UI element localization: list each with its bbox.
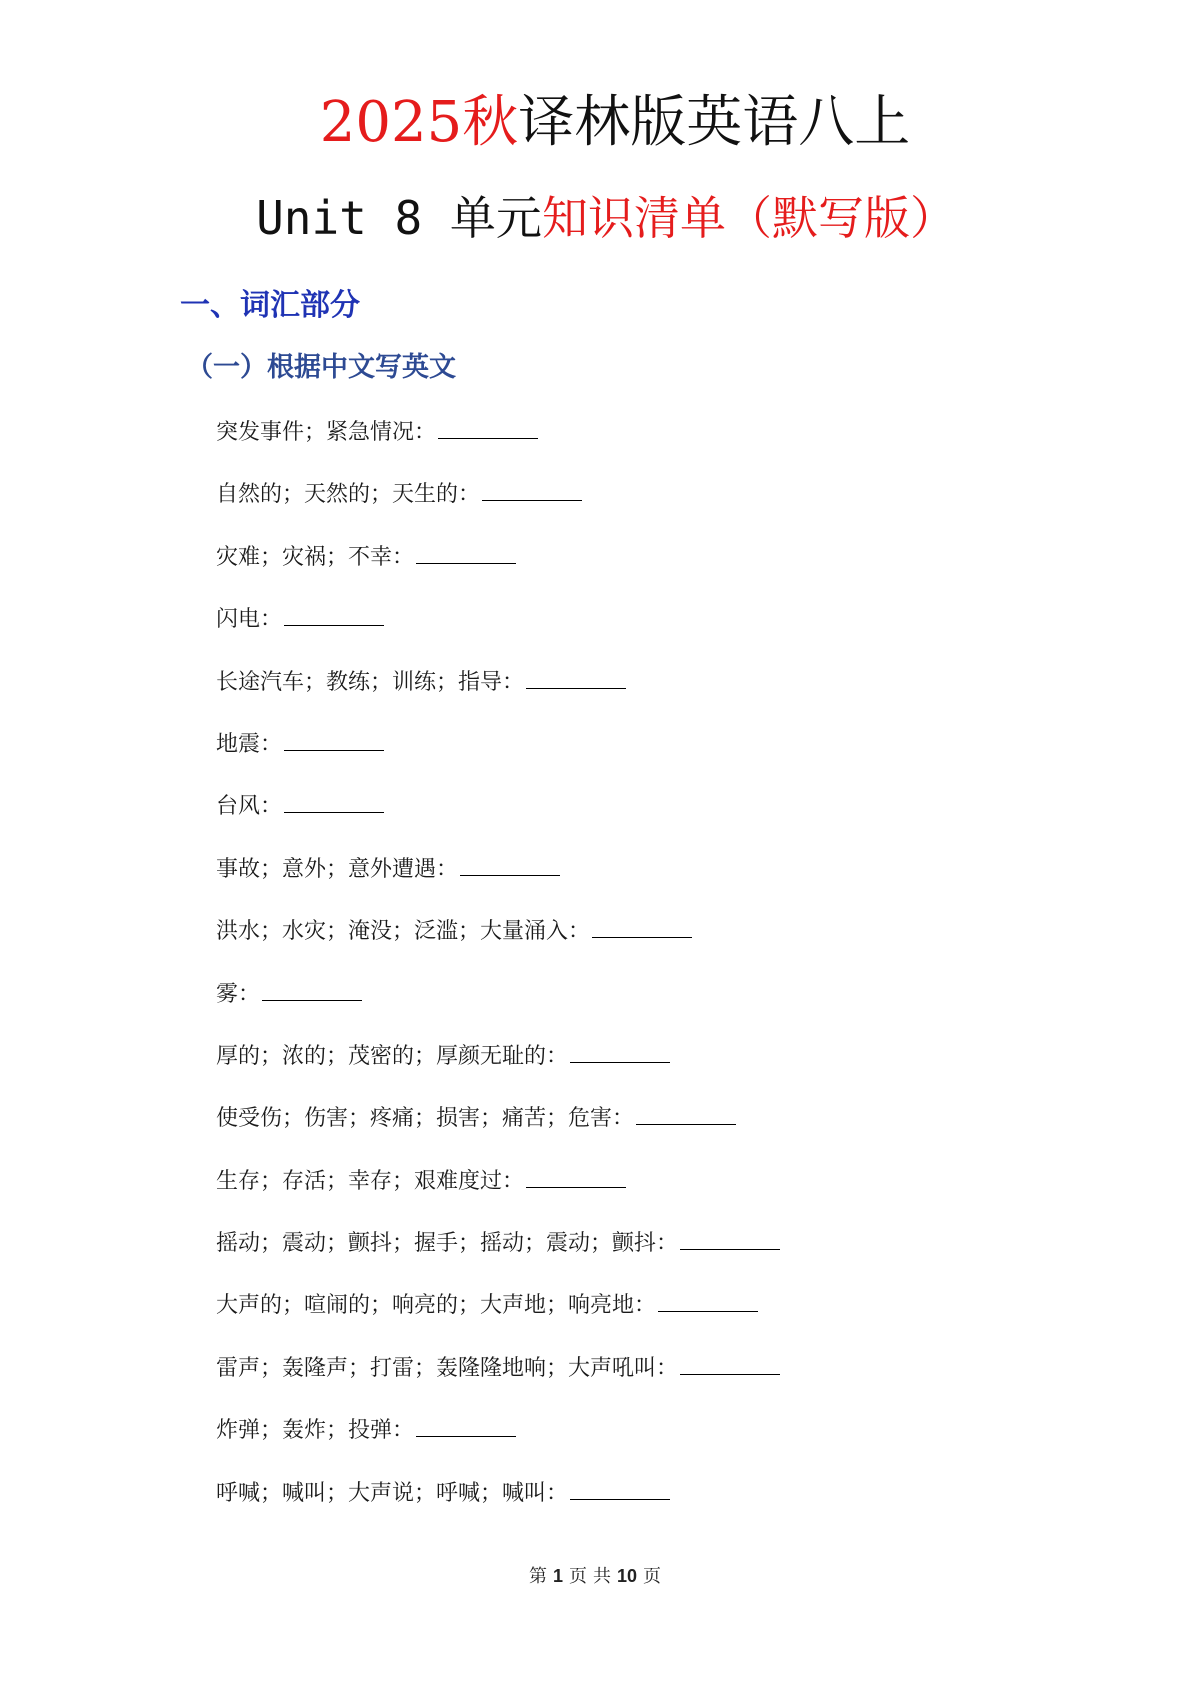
footer-page-word: 页 (568, 1566, 587, 1587)
vocab-prompt: 长途汽车；教练；训练；指导： (216, 669, 525, 695)
list-item (216, 788, 780, 850)
vocab-prompt: 呼喊；喊叫；大声说；呼喊；喊叫： (216, 1480, 569, 1506)
answer-blank (636, 1100, 736, 1125)
document-subtitle (0, 188, 1190, 248)
document-title (0, 88, 1190, 158)
vocab-prompt: 灾难；灾祸；不幸： (216, 544, 415, 570)
answer-blank (680, 1350, 780, 1375)
list-item (216, 1350, 780, 1412)
answer-blank (460, 851, 560, 876)
vocab-prompt: 闪电： (216, 607, 283, 633)
answer-blank (438, 414, 538, 439)
answer-blank (284, 601, 384, 626)
answer-blank (284, 726, 384, 751)
vocab-prompt: 事故；意外；意外遭遇： (216, 856, 459, 882)
answer-blank (680, 1225, 780, 1250)
vocab-prompt: 洪水；水灾；淹没；泛滥；大量涌入： (216, 919, 591, 945)
answer-blank (482, 476, 582, 501)
vocab-prompt: 厚的；浓的；茂密的；厚颜无耻的： (216, 1043, 569, 1069)
footer-total-word: 共 (592, 1566, 611, 1587)
subtitle-unit: Unit 8 单元 (256, 191, 542, 245)
footer-total-pages: 10 (616, 1566, 638, 1586)
section-heading: 一、词汇部分 (180, 288, 360, 323)
answer-blank (658, 1287, 758, 1312)
vocab-list (216, 414, 780, 1537)
vocab-prompt: 摇动；震动；颤抖；握手；摇动；震动；颤抖： (216, 1231, 679, 1257)
footer-page-number: 1 (552, 1566, 563, 1586)
answer-blank (284, 788, 384, 813)
answer-blank (262, 976, 362, 1001)
footer-suffix: 页 (643, 1566, 662, 1587)
subtitle-topic: 知识清单（默写版） (541, 191, 956, 245)
list-item (216, 851, 780, 913)
list-item (216, 976, 780, 1038)
list-item (216, 1287, 780, 1349)
vocab-prompt: 大声的；喧闹的；响亮的；大声地；响亮地： (216, 1293, 657, 1319)
answer-blank (570, 1038, 670, 1063)
list-item (216, 1100, 780, 1162)
answer-blank (526, 1163, 626, 1188)
answer-blank (526, 664, 626, 689)
list-item (216, 601, 780, 663)
list-item (216, 414, 780, 476)
list-item (216, 476, 780, 538)
title-year-season: 2025秋 (319, 90, 519, 155)
list-item (216, 1412, 780, 1474)
list-item (216, 539, 780, 601)
answer-blank (416, 539, 516, 564)
vocab-prompt: 雷声；轰隆声；打雷；轰隆隆地响；大声吼叫： (216, 1355, 679, 1381)
answer-blank (570, 1475, 670, 1500)
vocab-prompt: 雾： (216, 981, 261, 1007)
list-item (216, 726, 780, 788)
vocab-prompt: 自然的；天然的；天生的： (216, 482, 481, 508)
page-footer (0, 1564, 1190, 1589)
list-item (216, 913, 780, 975)
vocab-prompt: 炸弹；轰炸；投弹： (216, 1418, 415, 1444)
list-item (216, 1038, 780, 1100)
list-item (216, 664, 780, 726)
vocab-prompt: 使受伤；伤害；疼痛；损害；痛苦；危害： (216, 1106, 635, 1132)
list-item (216, 1225, 780, 1287)
title-textbook: 译林版英语八上 (518, 90, 911, 155)
list-item (216, 1475, 780, 1537)
subsection-heading: （一）根据中文写英文 (186, 352, 456, 383)
footer-prefix: 第 (528, 1566, 547, 1587)
list-item (216, 1163, 780, 1225)
answer-blank (416, 1412, 516, 1437)
vocab-prompt: 台风： (216, 794, 283, 820)
vocab-prompt: 地震： (216, 731, 283, 757)
vocab-prompt: 突发事件；紧急情况： (216, 420, 437, 445)
vocab-prompt: 生存；存活；幸存；艰难度过： (216, 1168, 525, 1194)
answer-blank (592, 913, 692, 938)
